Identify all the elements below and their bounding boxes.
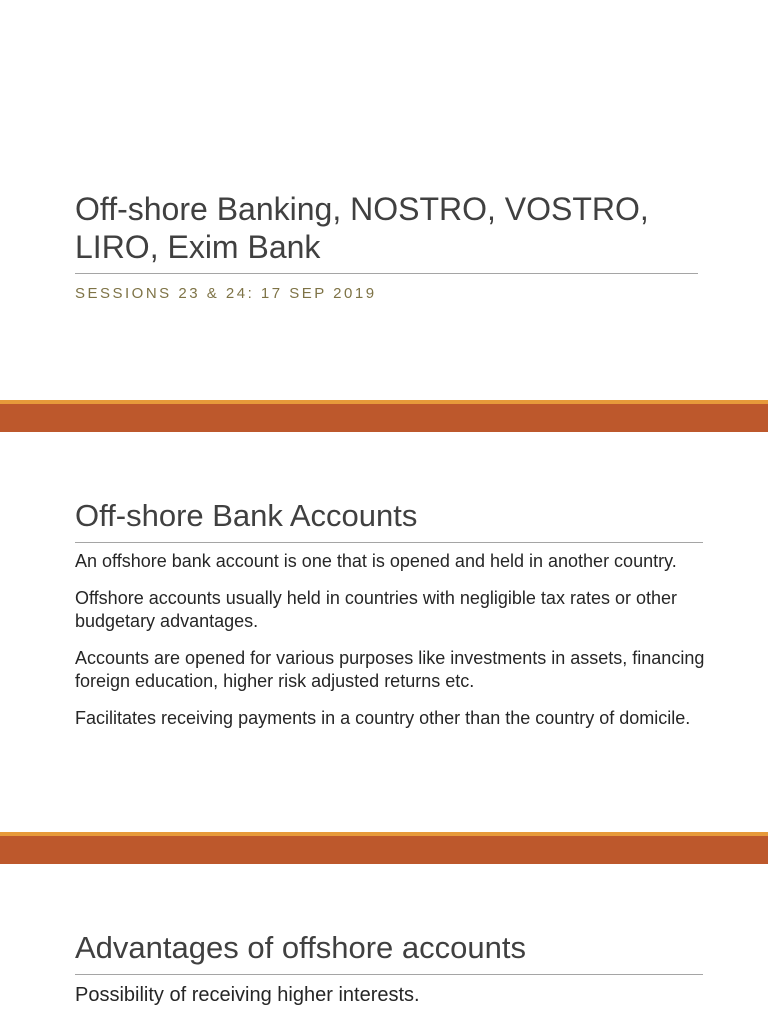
bullet-item: Facilitates receiving payments in a country other than the country of domicile. [75, 708, 691, 728]
slide-offshore-accounts [0, 432, 768, 832]
bullet-item: Accounts are opened for various purposes like investments in assets, financing foreign education, higher risk adjusted returns etc. [75, 648, 705, 691]
heading-rule [75, 542, 703, 543]
slide-advantages [0, 864, 768, 1024]
bullet-item: Offshore accounts usually held in countries with negligible tax rates or other budgetary advantages. [75, 588, 677, 631]
title-line-2: LIRO, Exim Bank [75, 229, 321, 265]
presentation-subtitle: SESSIONS 23 & 24: 17 SEP 2019 [75, 285, 377, 302]
divider-accent [0, 400, 768, 404]
bullet-list [75, 550, 705, 744]
bullet-list [75, 982, 705, 1018]
heading-rule [75, 974, 703, 975]
bullet-item: Possibility of receiving higher interests. [75, 984, 420, 1006]
divider-accent [0, 832, 768, 836]
slide-divider [0, 832, 768, 864]
slide-title [0, 0, 768, 400]
bullet-item: An offshore bank account is one that is opened and held in another country. [75, 551, 677, 571]
slide-divider [0, 400, 768, 432]
title-line-1: Off-shore Banking, NOSTRO, VOSTRO, [75, 191, 649, 227]
title-rule [75, 273, 698, 274]
slide-heading: Off-shore Bank Accounts [75, 498, 418, 533]
presentation-title [75, 190, 705, 266]
slide-heading: Advantages of offshore accounts [75, 930, 526, 965]
